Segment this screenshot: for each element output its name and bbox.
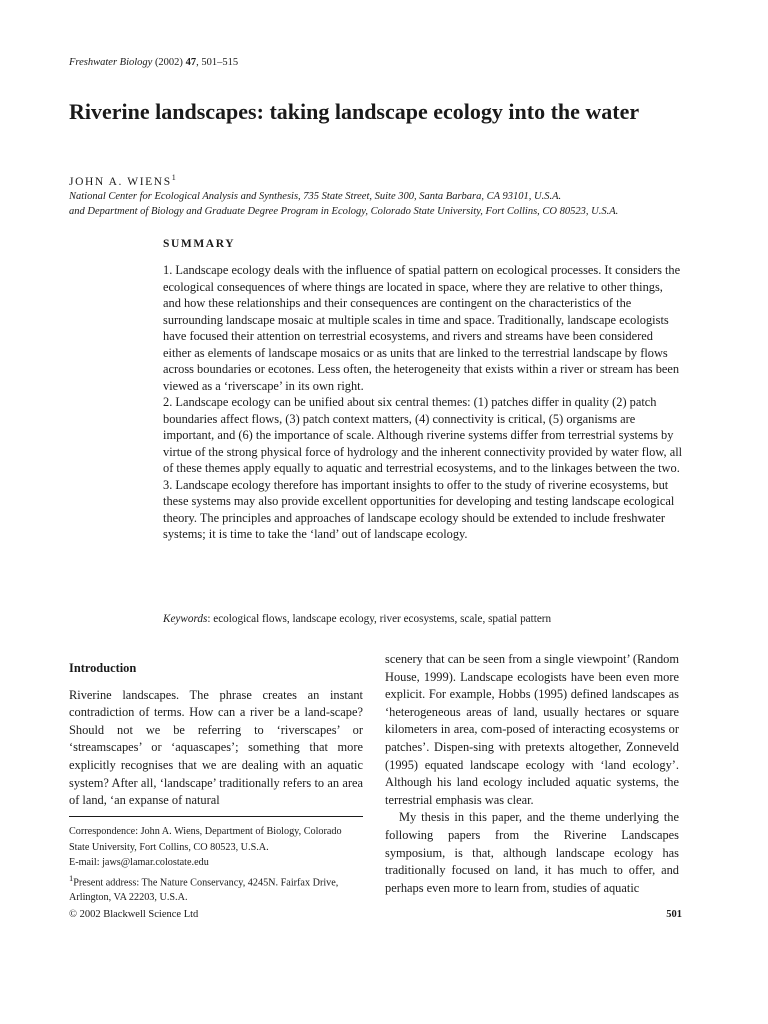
footnote-divider — [69, 816, 363, 817]
author-footnote-marker: 1 — [171, 173, 176, 182]
right-column — [385, 651, 679, 897]
journal-volume: 47 — [185, 57, 197, 68]
present-address-note — [69, 871, 363, 906]
introduction-paragraph-1-continued: scenery that can be seen from a single viewpoint’ (Random House, 1999). Landscape ecologists have been even more explicit. For example, Hobbs (1995) defined landscapes as ‘heterogeneous areas of land, usually hectares or square kilometers in area, com-posed of interacting ecosystems or patches’. Dispen-sing with pretexts altogether, Zonneveld (1995) equated landscape ecology with ‘land ecology’. Although his land ecology included aquatic systems, the terrestrial emphasis was clear. — [385, 652, 679, 807]
keywords-list: ecological flows, landscape ecology, river ecosystems, scale, spatial pattern — [213, 613, 552, 625]
affiliation-2: and Department of Biology and Graduate Degree Program in Ecology, Colorado State University, Fort Collins, CO 80523, U.S.A. — [69, 206, 619, 217]
author-name: JOHN A. WIENS — [69, 175, 172, 188]
journal-year: (2002) — [154, 57, 183, 68]
present-address-marker: 1 — [69, 872, 74, 883]
introduction-heading: Introduction — [69, 661, 137, 675]
journal-citation — [69, 57, 238, 68]
affiliation-1: National Center for Ecological Analysis and Synthesis, 735 State Street, Suite 300, Santa Barbara, CA 93101, U.S.A. — [69, 191, 562, 202]
summary-heading: SUMMARY — [163, 238, 236, 250]
author-line — [69, 173, 176, 188]
footnotes — [69, 824, 363, 906]
keywords-label: Keywords — [163, 613, 208, 625]
page-number: 501 — [666, 909, 682, 920]
present-address-text: Present address: The Nature Conservancy, 4245N. Fairfax Drive, Arlington, VA 22203, U.S.A. — [69, 876, 339, 904]
copyright-notice: © 2002 Blackwell Science Ltd — [69, 909, 199, 920]
left-column — [69, 660, 363, 810]
keywords — [163, 613, 683, 625]
email-note: E-mail: jaws@lamar.colostate.edu — [69, 857, 209, 868]
summary-paragraph-1: 1. Landscape ecology deals with the influence of spatial pattern on ecological processes. It considers the ecological consequences of where things are located in space, where they are relative to other things, and how these relationships and their consequences are contingent on the characteristics of the surrounding landscape mosaic at multiple scales in time and space. Traditionally, landscape ecologists have focused their attention on terrestrial ecosystems, and rivers and streams have been considered either as elements of landscape mosaics or as units that are linked to the terrestrial landscape by flows across boundaries or ecotones. Less often, the heterogeneity that exists within a river or stream has been viewed as a ‘riverscape’ in its own right. — [163, 263, 681, 393]
summary-paragraph-2: 2. Landscape ecology can be unified about six central themes: (1) patches differ in quality (2) patch boundaries affect flows, (3) patch context matters, (4) connectivity is critical, (5) organisms are important, and (6) the importance of scale. Although riverine systems differ from terrestrial systems by virtue of the strong physical force of hydrology and the inherent connectivity provided by water flow, all of these themes apply equally to aquatic and terrestrial ecosystems, and to the linkages between the two. — [163, 395, 683, 475]
journal-pages: , 501–515 — [196, 57, 239, 68]
summary-paragraph-3: 3. Landscape ecology therefore has important insights to offer to the study of riverine ecosystems, but these systems may also provide excellent opportunities for developing and testing landscape ecological theory. The principles and approaches of landscape ecology should be extended to include freshwater systems; it is time to take the ‘land’ out of landscape ecology. — [163, 477, 675, 541]
keywords-separator: : — [207, 613, 214, 625]
introduction-paragraph-1: Riverine landscapes. The phrase creates an instant contradiction of terms. How can a river be a land-scape? Should not we be referring to ‘riverscapes’ or ‘streamscapes’ or ‘aquascapes’; something that more explicitly recognises that we are dealing with an aquatic system? After all, ‘landscape’ traditionally refers to an area of land, ‘an expanse of natural — [69, 687, 363, 808]
article-title: Riverine landscapes: taking landscape ecology into the water — [69, 99, 640, 124]
introduction-paragraph-2: My thesis in this paper, and the theme underlying the following papers from the Riverine Landscapes symposium, is that, although landscape ecology has traditionally focused on land, it has much to offer, and perhaps even more to learn from, studies of aquatic — [385, 810, 679, 895]
journal-name: Freshwater Biology — [69, 57, 153, 68]
correspondence-note: Correspondence: John A. Wiens, Department of Biology, Colorado State University, Fort Collins, CO 80523, U.S.A. — [69, 826, 342, 853]
summary-body — [163, 262, 683, 543]
